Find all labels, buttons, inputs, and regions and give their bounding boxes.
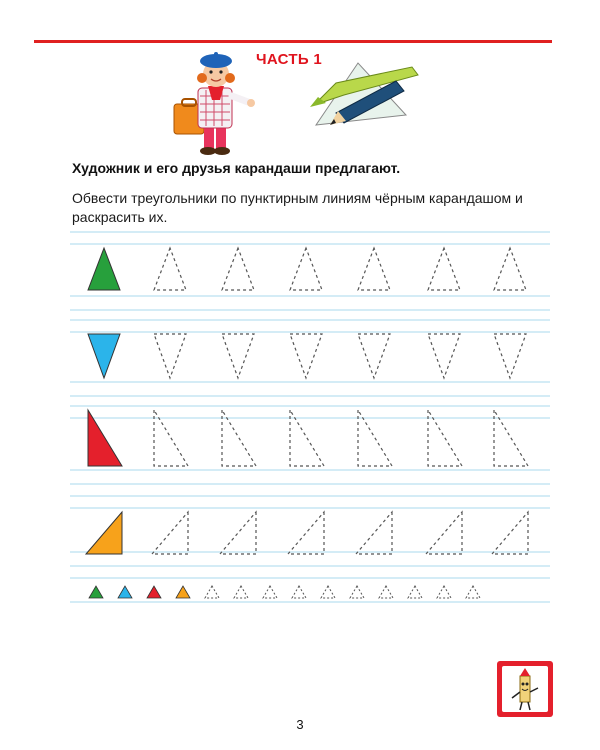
- dashed-triangle: [494, 334, 526, 378]
- dashed-triangle: [426, 512, 462, 554]
- dashed-triangle: [494, 248, 526, 290]
- small-solid-triangle: [89, 586, 103, 598]
- dashed-triangle: [222, 248, 254, 290]
- solid-triangle: [88, 248, 120, 290]
- section-title: ЧАСТЬ 1: [256, 51, 323, 68]
- small-solid-triangle: [118, 586, 132, 598]
- solid-triangle: [86, 512, 122, 554]
- dashed-triangle: [288, 512, 324, 554]
- small-solid-triangle: [176, 586, 190, 598]
- dashed-triangle: [356, 512, 392, 554]
- dashed-triangle: [222, 334, 254, 378]
- dashed-triangle: [428, 248, 460, 290]
- pencil-mascot-icon: [496, 660, 554, 718]
- small-dashed-triangle: [408, 586, 422, 598]
- small-dashed-triangle: [379, 586, 393, 598]
- dashed-triangle: [428, 334, 460, 378]
- dashed-triangle: [290, 334, 322, 378]
- dashed-triangle: [290, 248, 322, 290]
- small-dashed-triangle: [263, 586, 277, 598]
- small-dashed-triangle: [205, 586, 219, 598]
- page-number: 3: [296, 717, 304, 732]
- dashed-triangle: [220, 512, 256, 554]
- small-dashed-triangle: [350, 586, 364, 598]
- dashed-triangle: [154, 248, 186, 290]
- dashed-triangle: [358, 334, 390, 378]
- small-dashed-triangle: [292, 586, 306, 598]
- task-heading: Художник и его друзья карандаши предлагают.: [72, 160, 401, 176]
- dashed-triangle: [154, 334, 186, 378]
- solid-triangle: [88, 334, 120, 378]
- dashed-triangle: [492, 512, 528, 554]
- small-dashed-triangle: [234, 586, 248, 598]
- dashed-triangle: [152, 512, 188, 554]
- small-dashed-triangle: [466, 586, 480, 598]
- small-solid-triangle: [147, 586, 161, 598]
- small-dashed-triangle: [437, 586, 451, 598]
- dashed-triangle: [358, 248, 390, 290]
- small-dashed-triangle: [321, 586, 335, 598]
- task-instruction: Обвести треугольники по пунктирным линиям чёрным карандашом и раскрасить их.: [72, 190, 523, 225]
